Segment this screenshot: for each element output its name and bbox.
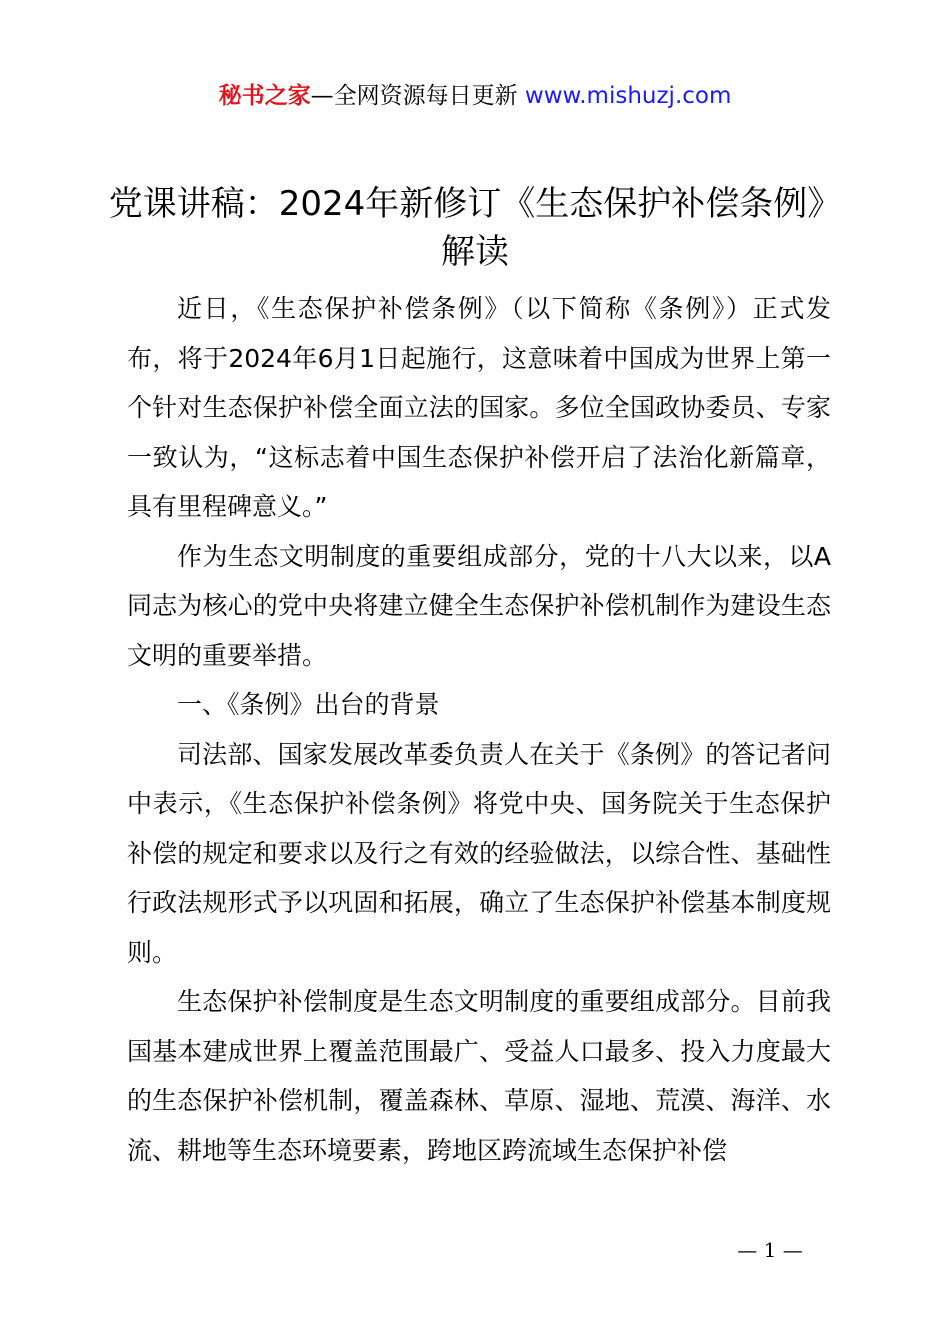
document-body — [127, 284, 831, 1175]
site-url-link[interactable]: www.mishuzj.com — [524, 83, 732, 109]
site-tagline: —全网资源每日更新 — [310, 83, 525, 109]
paragraph-background: 作为生态文明制度的重要组成部分，党的十八大以来，以A同志为核心的党中央将建立健全生态保护补偿机制作为建设生态文明的重要举措。 — [127, 541, 831, 670]
document-title: 党课讲稿：2024年新修订《生态保护补偿条例》解读 — [108, 184, 842, 272]
paragraph-interview: 司法部、国家发展改革委负责人在关于《条例》的答记者问中表示，《生态保护补偿条例》将党中央、国务院关于生态保护补偿的规定和要求以及行之有效的经验做法，以综合性、基础性行政法规形式予以巩固和拓展，确立了生态保护补偿基本制度规则。 — [127, 739, 831, 967]
section-heading: 一、《条例》出台的背景 — [177, 690, 440, 719]
paragraph-system: 生态保护补偿制度是生态文明制度的重要组成部分。目前我国基本建成世界上覆盖范围最广、受益人口最多、投入力度最大的生态保护补偿机制，覆盖森林、草原、湿地、荒漠、海洋、水流、耕地等生态环境要素，跨地区跨流域生态保护补偿 — [127, 987, 831, 1165]
site-header — [0, 78, 950, 114]
page-number: — 1 — — [737, 1238, 803, 1262]
site-brand: 秘书之家 — [218, 83, 311, 109]
paragraph-intro: 近日，《生态保护补偿条例》（以下简称《条例》）正式发布，将于2024年6月1日起施行，这意味着中国成为世界上第一个针对生态保护补偿全面立法的国家。多位全国政协委员、专家一致认为，“这标志着中国生态保护补偿开启了法治化新篇章，具有里程碑意义。” — [127, 294, 831, 521]
